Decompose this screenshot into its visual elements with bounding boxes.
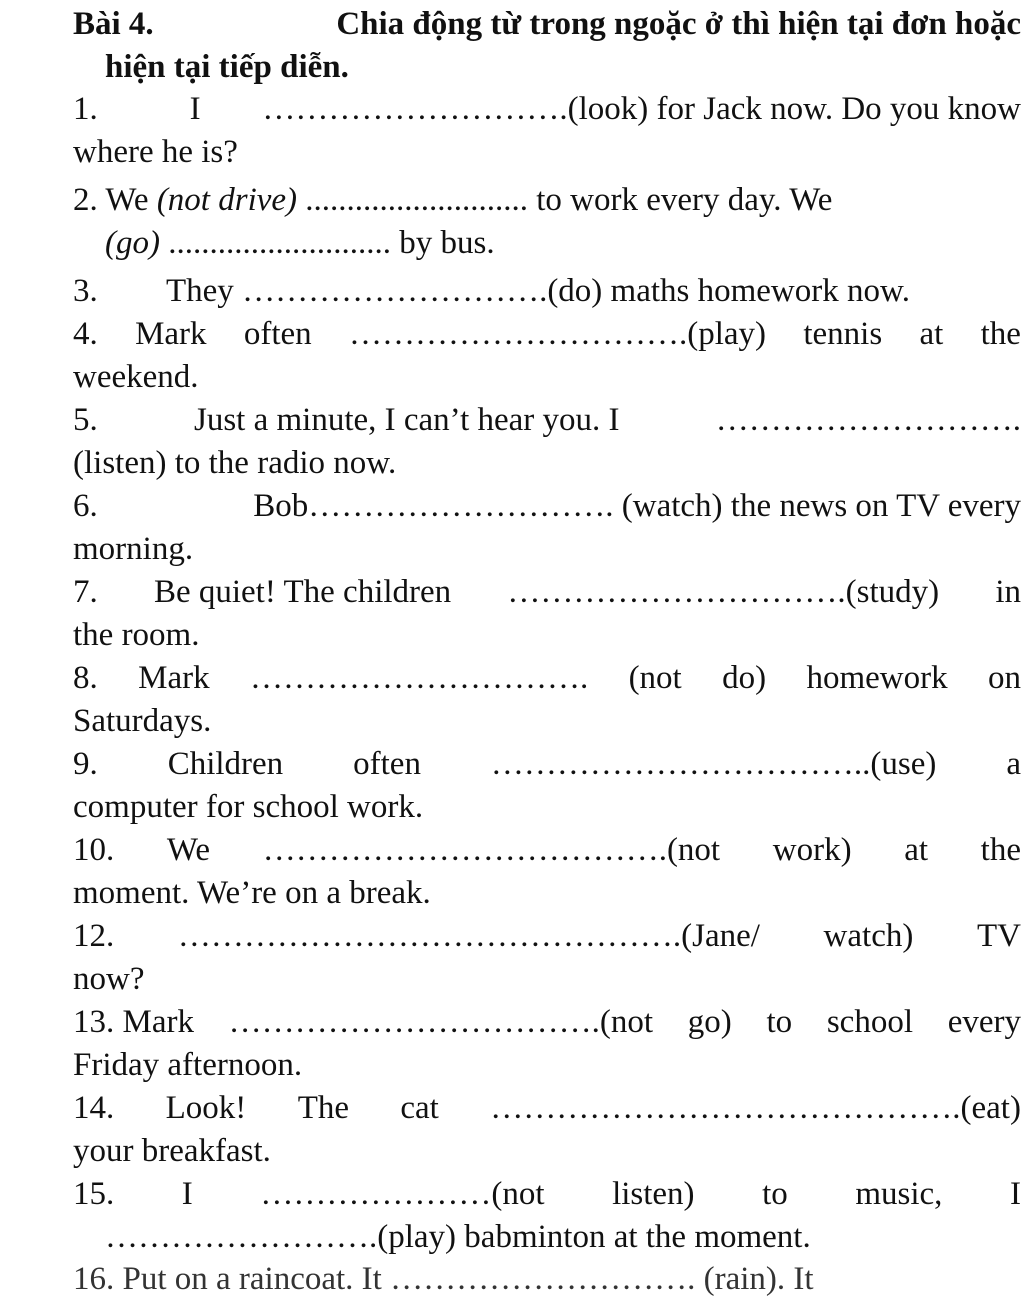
question-2: [73, 179, 973, 222]
q15-w2: to: [762, 1176, 788, 1212]
q14-blank[interactable]: …………………………………….(eat): [490, 1090, 1021, 1126]
q7-text: Be quiet! The children: [153, 574, 452, 610]
q2-verb2: (go): [105, 225, 160, 261]
q15-number: 15.: [73, 1176, 115, 1212]
question-1-cont: where he is?: [73, 134, 238, 170]
question-13: [73, 1001, 1021, 1044]
question-4: [73, 313, 1021, 356]
q2-start: 2. We: [73, 182, 149, 218]
question-10: [73, 829, 1021, 872]
q10-w1: work): [772, 832, 852, 868]
q4-w4: at: [919, 316, 944, 352]
q1-subject: I: [189, 91, 201, 127]
question-8-cont: Saturdays.: [73, 703, 212, 739]
q15-w3: music,: [855, 1176, 943, 1212]
q5-number: 5.: [73, 402, 98, 438]
q1-text[interactable]: ……………………….(look) for Jack now. Do you know: [262, 91, 1021, 127]
q8-w3: homework: [806, 660, 948, 696]
question-9-cont: computer for school work.: [73, 789, 424, 825]
q6-number: 6.: [73, 488, 98, 524]
question-12: [73, 915, 1021, 958]
question-3: [73, 270, 1021, 313]
q8-w2: do): [722, 660, 767, 696]
q7-number: 7.: [73, 574, 98, 610]
q8-w4: on: [987, 660, 1021, 696]
q3-text[interactable]: ……………………….(do) maths homework now.: [242, 273, 910, 309]
question-15: [73, 1173, 1021, 1216]
q9-number: 9.: [73, 746, 98, 782]
question-6: [73, 485, 1021, 528]
q10-blank[interactable]: ……………………………….(not: [262, 832, 721, 868]
q7-blank[interactable]: ………………………….(study): [507, 574, 940, 610]
question-8: [73, 657, 1021, 700]
q12-w1: watch): [823, 918, 914, 954]
q8-number: 8.: [73, 660, 98, 696]
exercise-instruction: Chia động từ trong ngoặc ở thì hiện tại đơn hoặc: [336, 6, 1021, 42]
q14-number: 14.: [73, 1090, 115, 1126]
q10-w3: the: [980, 832, 1021, 868]
q2-blank2[interactable]: ........................... by bus.: [168, 225, 495, 261]
q9-blank[interactable]: ……………………………..(use): [490, 746, 937, 782]
q12-number: 12.: [73, 918, 115, 954]
q14-w2: The: [297, 1090, 349, 1126]
q3-subject: They: [166, 273, 234, 309]
q15-blank[interactable]: …………………(not: [260, 1176, 545, 1212]
q10-subject: We: [166, 832, 211, 868]
question-7-cont: the room.: [73, 617, 200, 653]
q12-w2: TV: [976, 918, 1021, 954]
q4-w5: the: [980, 316, 1021, 352]
q4-blank[interactable]: ………………………….(play): [348, 316, 767, 352]
q12-blank[interactable]: ……………………………………….(Jane/: [177, 918, 760, 954]
q14-w3: cat: [400, 1090, 439, 1126]
question-1: [73, 88, 1021, 131]
exercise-title: [73, 3, 1021, 46]
q10-w2: at: [904, 832, 929, 868]
q2-blank1[interactable]: ........................... to work every day. We: [305, 182, 833, 218]
exercise-title-line2: hiện tại tiếp diễn.: [105, 49, 349, 85]
q1-number: 1.: [73, 91, 98, 127]
question-14: [73, 1087, 1021, 1130]
q4-w1: Mark: [135, 316, 207, 352]
question-10-cont: moment. We’re on a break.: [73, 875, 431, 911]
q13-w1: go): [687, 1004, 732, 1040]
q3-number: 3.: [73, 273, 98, 309]
question-5: [73, 399, 1021, 442]
q5-text: Just a minute, I can’t hear you. I: [193, 402, 620, 438]
q9-w1: Children: [167, 746, 284, 782]
q4-number: 4.: [73, 316, 98, 352]
q8-w1: (not: [628, 660, 682, 696]
q9-w3: a: [1006, 746, 1021, 782]
question-7: [73, 571, 1021, 614]
q7-in: in: [995, 574, 1021, 610]
question-4-cont: weekend.: [73, 359, 199, 395]
q15-subject: I: [181, 1176, 193, 1212]
question-6-cont: morning.: [73, 531, 194, 567]
question-13-cont: Friday afternoon.: [73, 1047, 303, 1083]
q6-text[interactable]: Bob………………………. (watch) the news on TV every: [253, 488, 1021, 524]
q14-w1: Look!: [165, 1090, 247, 1126]
q13-w3: school: [826, 1004, 913, 1040]
q4-w2: often: [243, 316, 312, 352]
q13-w4: every: [947, 1004, 1021, 1040]
q5-blank[interactable]: ……………………….: [715, 402, 1021, 438]
q2-verb1: (not drive): [156, 182, 298, 218]
question-12-cont: now?: [73, 961, 145, 997]
question-2-cont: [105, 222, 1024, 265]
q13-w2: to: [766, 1004, 793, 1040]
exercise-number: Bài 4.: [73, 6, 154, 42]
q15-w4: I: [1009, 1176, 1021, 1212]
question-16-partial: 16. Put on a raincoat. It ………………………. (rain). It: [73, 1261, 814, 1297]
question-9: [73, 743, 1021, 786]
question-15-cont[interactable]: …………………….(play) babminton at the moment.: [105, 1219, 811, 1255]
q8-blank[interactable]: ………………………….: [249, 660, 589, 696]
q4-w3: tennis: [803, 316, 883, 352]
question-5-cont: (listen) to the radio now.: [73, 445, 397, 481]
q10-number: 10.: [73, 832, 115, 868]
q9-w2: often: [353, 746, 421, 782]
q13-blank[interactable]: …………………………….(not: [228, 1004, 654, 1040]
question-14-cont: your breakfast.: [73, 1133, 271, 1169]
q15-w1: listen): [612, 1176, 695, 1212]
q13-start: 13. Mark: [73, 1004, 194, 1040]
q8-subject: Mark: [138, 660, 210, 696]
